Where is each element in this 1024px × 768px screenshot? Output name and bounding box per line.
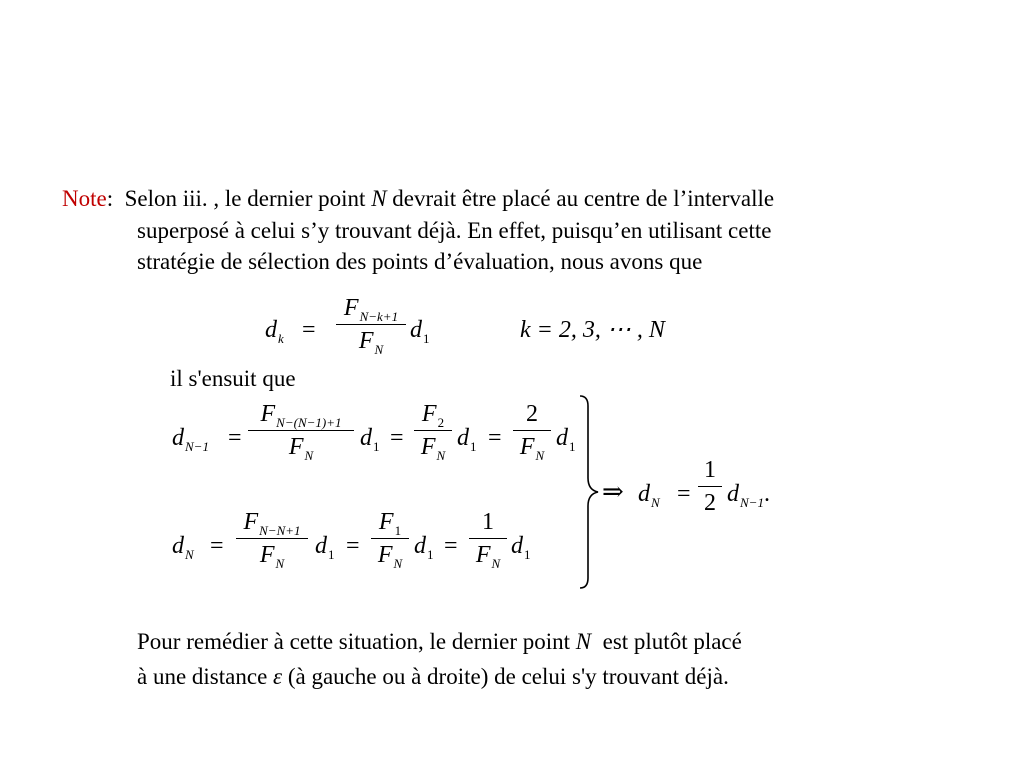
right-brace <box>578 394 602 590</box>
f2-f2-den-sub: N <box>436 448 446 463</box>
ensuit-text: il s'ensuit que <box>170 366 296 391</box>
closing-epsilon: ε <box>273 664 283 689</box>
note-line-3: stratégie de sélection des points d’évaluation, nous avons que <box>137 249 703 274</box>
f3-frac2 <box>371 506 409 571</box>
f3-f1-den-F: F <box>259 542 275 568</box>
res-lhs-sub: N <box>651 495 660 510</box>
f2-frac2 <box>414 398 452 463</box>
f3-d1a-sub: 1 <box>328 547 335 562</box>
f3-frac3 <box>469 506 507 571</box>
f2-f3-den-F: F <box>519 434 535 460</box>
res-rhs-sub: N−1 <box>740 495 764 510</box>
f3-d1a: d <box>315 533 327 559</box>
f3-f2-num-sub: 1 <box>394 523 402 538</box>
f2-lhs-sub: N−1 <box>185 439 209 454</box>
note-text-1a: Selon iii. , le dernier point <box>124 186 372 211</box>
f3-d1b: d <box>414 533 426 559</box>
res-num: 1 <box>704 457 716 483</box>
f3-f1-F: F <box>243 509 259 535</box>
res-d-lhs: d <box>638 481 650 507</box>
f2-f3-den-sub: N <box>535 448 545 463</box>
f2-f1-den-sub: N <box>304 448 314 463</box>
f3-f3-num: 1 <box>482 509 494 535</box>
f3-f2-den-F: F <box>377 542 393 568</box>
f2-f1-den-F: F <box>288 434 304 460</box>
formula1-den-sub: N <box>374 342 384 357</box>
note-separator: : <box>106 186 114 211</box>
f3-f1-den-sub: N <box>275 556 285 571</box>
f3-d1c: d <box>511 533 523 559</box>
res-d-rhs: d <box>727 481 739 507</box>
formula1-d1: d <box>410 317 422 343</box>
f2-frac3 <box>513 398 551 463</box>
f3-d: d <box>172 533 184 559</box>
f2-d: d <box>172 425 184 451</box>
note-label: Note <box>62 186 107 211</box>
implies-symbol: ⇒ <box>602 477 624 506</box>
closing-text-1a: Pour remédier à cette situation, le dernier point <box>137 629 576 654</box>
closing-text-2b: (à gauche ou à droite) de celui s'y trouvant déjà. <box>282 664 729 689</box>
f2-d1c-sub: 1 <box>569 439 576 454</box>
f3-f3-den-sub: N <box>491 556 501 571</box>
f3-eq1: = <box>210 533 224 559</box>
f2-f2-F: F <box>421 401 437 427</box>
res-eq: = <box>677 481 691 507</box>
closing-var-n: N <box>575 629 592 654</box>
formula1-num-sub: N−k+1 <box>359 309 399 324</box>
note-line-2: superposé à celui s’y trouvant déjà. En effet, puisqu’en utilisant cette <box>137 218 772 243</box>
f3-eq2: = <box>346 533 360 559</box>
closing-text-2a: à une distance <box>137 664 274 689</box>
formula1-sub-k: k <box>278 331 284 346</box>
f2-eq3: = <box>488 425 502 451</box>
f2-eq1: = <box>228 425 242 451</box>
f3-d1b-sub: 1 <box>427 547 434 562</box>
f3-d1c-sub: 1 <box>524 547 531 562</box>
formula1-num-F: F <box>343 295 359 321</box>
f2-frac1 <box>248 398 354 463</box>
formula1-d: d <box>265 317 277 343</box>
f2-d1b: d <box>457 425 469 451</box>
f2-f2-num-sub: 2 <box>437 415 445 430</box>
f2-f1-F: F <box>260 401 276 427</box>
f3-f3-den-F: F <box>475 542 491 568</box>
closing-line-2 <box>137 662 729 692</box>
f3-f2-F: F <box>378 509 394 535</box>
formula1-fraction <box>336 292 406 357</box>
note-text-1b: devrait être placé au centre de l’intervalle <box>386 186 775 211</box>
formula1-range: k = 2, 3, ⋯ , N <box>520 317 665 343</box>
f2-d1b-sub: 1 <box>470 439 477 454</box>
res-dot: . <box>763 481 770 507</box>
res-frac <box>698 454 722 519</box>
closing-line-1 <box>137 627 742 657</box>
formula1-sub-1: 1 <box>423 331 430 346</box>
f3-f2-den-sub: N <box>393 556 403 571</box>
f3-lhs-sub: N <box>185 547 194 562</box>
formula1-equals: = <box>302 317 316 343</box>
f2-eq2: = <box>390 425 404 451</box>
note-line-1 <box>62 184 774 214</box>
f3-eq3: = <box>444 533 458 559</box>
f2-f2-den-F: F <box>420 434 436 460</box>
f2-d1a-sub: 1 <box>373 439 380 454</box>
closing-text-1b: est plutôt placé <box>591 629 742 654</box>
note-var-n: N <box>371 186 387 211</box>
f3-f1-num-sub: N−N+1 <box>259 523 301 538</box>
f2-f1-num-sub: N−(N−1)+1 <box>276 415 342 430</box>
f2-d1c: d <box>556 425 568 451</box>
res-den: 2 <box>704 490 716 516</box>
formula1-den-F: F <box>358 328 374 354</box>
f2-f3-num: 2 <box>526 401 538 427</box>
f2-d1a: d <box>360 425 372 451</box>
f3-frac1 <box>236 506 308 571</box>
